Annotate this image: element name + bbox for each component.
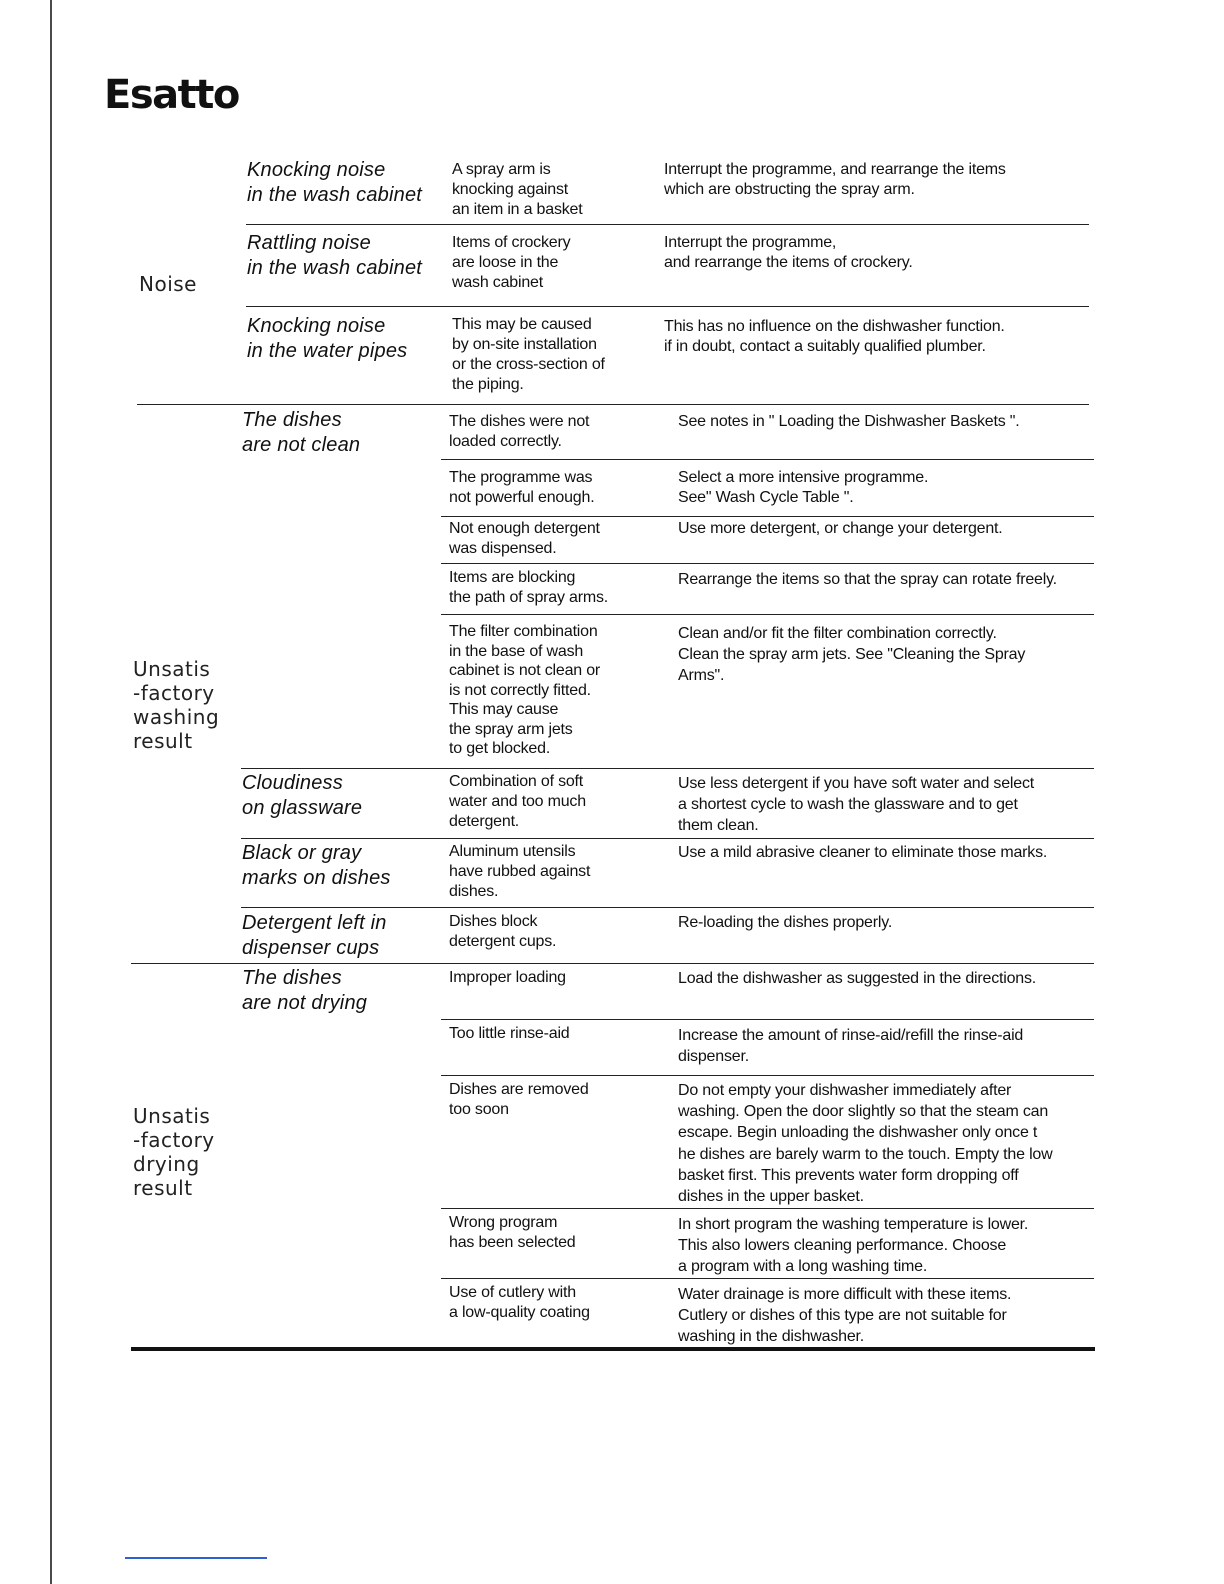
cause-cell: Improper loading (449, 969, 566, 986)
solution-cell: Use more detergent, or change your detergent. (678, 520, 1003, 537)
category-noise: Noise (139, 272, 197, 296)
cause-cell: The filter combination in the base of wash cabinet is not clean or is not correctly fitted. This may cause the spray arm jets to get blocked. (449, 623, 601, 757)
solution-cell: In short program the washing temperature is lower. This also lowers cleaning performance. Choose a program with a long washing time. (678, 1216, 1029, 1275)
row-divider (246, 224, 1089, 225)
solution-cell: Interrupt the programme, and rearrange the items which are obstructing the spray arm. (664, 161, 1006, 198)
solution-cell: This has no influence on the dishwasher function. if in doubt, contact a suitably qualified plumber. (664, 318, 1005, 355)
brand-logo: Esatto (104, 72, 239, 118)
problem-cloudiness: Cloudiness on glassware (242, 772, 363, 819)
solution-cell: Water drainage is more difficult with these items. Cutlery or dishes of this type are not suitable for washing in the dishwasher. (678, 1286, 1012, 1345)
footer-link-underline (125, 1557, 267, 1559)
solution-cell: Select a more intensive programme. See" Wash Cycle Table ". (678, 469, 929, 506)
problem-detergent-left: Detergent left in dispenser cups (242, 912, 387, 959)
solution-cell: Load the dishwasher as suggested in the directions. (678, 970, 1037, 987)
cause-cell: The dishes were not loaded correctly. (449, 413, 590, 450)
solution-cell: Re-loading the dishes properly. (678, 914, 893, 931)
category-drying-result: Unsatis -factory drying result (133, 1104, 215, 1200)
row-divider (241, 838, 1094, 839)
problem-knocking-water-pipes: Knocking noise in the water pipes (247, 315, 408, 362)
cause-cell: A spray arm is knocking against an item in a basket (452, 161, 583, 218)
solution-cell: Do not empty your dishwasher immediately after washing. Open the door slightly so that the steam can escape. Begin unloading the dishwasher only once t he dishes are barely warm to the touch. Empty the low basket first. This prevents water form dropping off dishes in the upper basket. (678, 1082, 1053, 1206)
table-bottom-rule (131, 1347, 1095, 1351)
cause-cell: Combination of soft water and too much detergent. (449, 773, 586, 830)
problem-rattling-noise: Rattling noise in the wash cabinet (247, 232, 423, 279)
row-divider (246, 306, 1089, 307)
cause-cell: Dishes are removed too soon (449, 1081, 589, 1118)
row-divider (241, 768, 1094, 769)
cause-cell: Aluminum utensils have rubbed against dishes. (449, 843, 591, 900)
problem-dishes-not-clean: The dishes are not clean (242, 409, 361, 456)
problem-knocking-wash-cabinet: Knocking noise in the wash cabinet (247, 159, 423, 206)
cause-cell: Wrong program has been selected (449, 1214, 576, 1251)
row-divider (137, 404, 1089, 405)
solution-cell: See notes in " Loading the Dishwasher Baskets ". (678, 413, 1020, 430)
solution-cell: Interrupt the programme, and rearrange the items of crockery. (664, 234, 913, 271)
solution-cell: Rearrange the items so that the spray can rotate freely. (678, 571, 1057, 588)
page-margin-line (50, 0, 52, 1584)
row-divider (441, 563, 1094, 564)
solution-cell: Clean and/or fit the filter combination correctly. Clean the spray arm jets. See "Cleaning the Spray Arms". (678, 625, 1026, 684)
row-divider (241, 907, 1094, 908)
cause-cell: Items of crockery are loose in the wash cabinet (452, 234, 571, 291)
problem-black-gray-marks: Black or gray marks on dishes (242, 842, 391, 889)
cause-cell: Too little rinse-aid (449, 1025, 570, 1042)
cause-cell: Dishes block detergent cups. (449, 913, 557, 950)
solution-cell: Increase the amount of rinse-aid/refill the rinse-aid dispenser. (678, 1027, 1024, 1065)
cause-cell: Use of cutlery with a low-quality coating (449, 1284, 590, 1321)
cause-cell: Items are blocking the path of spray arms. (449, 569, 609, 606)
cause-cell: This may be caused by on-site installation or the cross-section of the piping. (452, 316, 605, 393)
row-divider (441, 614, 1094, 615)
solution-cell: Use less detergent if you have soft water and select a shortest cycle to wash the glassware and to get them clean. (678, 775, 1035, 834)
row-divider (441, 516, 1094, 517)
problem-dishes-not-drying: The dishes are not drying (242, 967, 368, 1014)
row-divider (441, 459, 1094, 460)
row-divider (131, 963, 1094, 964)
solution-cell: Use a mild abrasive cleaner to eliminate those marks. (678, 844, 1048, 861)
row-divider (441, 1278, 1094, 1279)
row-divider (441, 1208, 1094, 1209)
row-divider (441, 1019, 1094, 1020)
cause-cell: Not enough detergent was dispensed. (449, 520, 600, 557)
cause-cell: The programme was not powerful enough. (449, 469, 595, 506)
category-washing-result: Unsatis -factory washing result (133, 657, 220, 753)
row-divider (441, 1075, 1094, 1076)
